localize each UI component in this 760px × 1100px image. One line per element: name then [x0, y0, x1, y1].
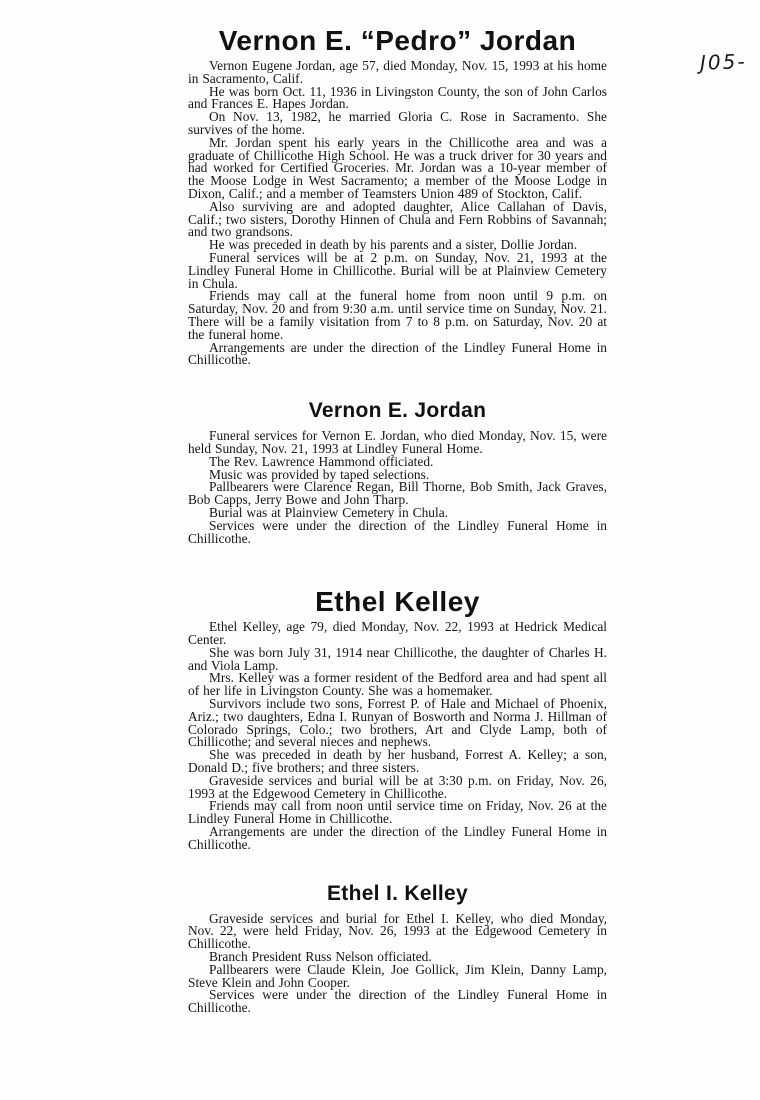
text-column: [188, 26, 607, 1015]
obituary-section-vernon-pedro-jordan: [188, 26, 607, 367]
obituary-body: [188, 430, 607, 545]
obituary-paragraph: Graveside services and burial will be at 3:30 p.m. on Friday, Nov. 26, 1993 at the Edgewood Cemetery in Chillicothe.: [188, 772, 607, 801]
obituary-paragraph: Mrs. Kelley was a former resident of the Bedford area and had spent all of her life in Livingston County. She was a homemaker.: [188, 670, 607, 699]
obituary-paragraph: On Nov. 13, 1982, he married Gloria C. Rose in Sacramento. She survives of the home.: [188, 109, 607, 137]
obituary-paragraph: Pallbearers were Clarence Regan, Bill Thorne, Bob Smith, Jack Graves, Bob Capps, Jerry Bowe and John Tharp.: [188, 479, 607, 508]
obituary-paragraph: Services were under the direction of the Lindley Funeral Home in Chillicothe.: [188, 987, 607, 1016]
obituary-paragraph: Friends may call at the funeral home from noon until 9 p.m. on Saturday, Nov. 20 and from 9:30 a.m. until service time on Sunday, Nov. 21. There will be a family visitation from 7 to 8 p.m. on Saturday, Nov. 20 at the funeral home.: [188, 288, 607, 342]
obituary-paragraph: Ethel Kelley, age 79, died Monday, Nov. 22, 1993 at Hedrick Medical Center.: [188, 619, 607, 648]
obituary-paragraph: Survivors include two sons, Forrest P. of Hale and Michael of Phoenix, Ariz.; two daughters, Edna I. Runyan of Bosworth and Norma J. Hillman of Colorado Springs, Colo.; two brothers, Art and Clyde Lamp, both of Chillicothe; and several nieces and nephews.: [188, 696, 607, 750]
obituary-paragraph: Funeral services for Vernon E. Jordan, who died Monday, Nov. 15, were held Sunday, Nov. 21, 1993 at Lindley Funeral Home.: [188, 428, 607, 456]
obituary-paragraph: Branch President Russ Nelson officiated.: [209, 949, 432, 965]
obituary-paragraph: He was preceded in death by his parents and a sister, Dollie Jordan.: [209, 237, 578, 253]
obituary-paragraph: Vernon Eugene Jordan, age 57, died Monday, Nov. 15, 1993 at his home in Sacramento, Calif.: [188, 58, 607, 86]
obituary-title: Vernon E. “Pedro” Jordan: [218, 25, 577, 56]
obituary-paragraph: She was preceded in death by her husband, Forrest A. Kelley; a son, Donald D.; five brothers; and three sisters.: [188, 747, 607, 776]
obituary-paragraph: Music was provided by taped selections.: [209, 466, 430, 482]
obituary-paragraph: Friends may call from noon until service time on Friday, Nov. 26 at the Lindley Funeral Home in Chillicothe.: [188, 798, 607, 827]
obituary-paragraph: The Rev. Lawrence Hammond officiated.: [209, 453, 434, 469]
obituary-paragraph: Graveside services and burial for Ethel I. Kelley, who died Monday, Nov. 22, were held Friday, Nov. 26, 1993 at the Edgewood Cemetery in Chillicothe.: [188, 910, 607, 952]
obituary-paragraph: Burial was at Plainview Cemetery in Chula.: [209, 504, 449, 520]
obituary-paragraph: Arrangements are under the direction of the Lindley Funeral Home in Chillicothe.: [188, 824, 607, 852]
obituary-paragraph: Funeral services will be at 2 p.m. on Sunday, Nov. 21, 1993 at the Lindley Funeral Home in Chillicothe. Burial will be at Plainview Cemetery in Chula.: [188, 249, 607, 291]
obituary-body: [188, 910, 607, 1016]
obituary-paragraph: Mr. Jordan spent his early years in the Chillicothe area and was a graduate of Chillicothe High School. He was a truck driver for 30 years and had worked for Certified Groceries. Mr. Jordan was a 10-year member of the Moose Lodge in West Sacramento; a member of the Moose Lodge in Dixon, Calif.; and a member of Teamsters Union 489 of Stockton, Calif.: [188, 134, 607, 201]
obituary-paragraph: Also surviving are and adopted daughter, Alice Callahan of Davis, Calif.; two sisters, Dorothy Hinnen of Chula and Fern Robbins of Savannah; and two grandsons.: [188, 198, 607, 240]
obituary-body: [188, 60, 607, 367]
obituary-section-ethel-i-kelley: [188, 882, 607, 1015]
obituary-title: Vernon E. Jordan: [308, 399, 487, 423]
obituary-paragraph: Arrangements are under the direction of the Lindley Funeral Home in Chillicothe.: [188, 339, 607, 368]
handwritten-note: J05-: [699, 49, 747, 75]
obituary-paragraph: Services were under the direction of the Lindley Funeral Home in Chillicothe.: [188, 517, 607, 546]
obituary-title: Ethel Kelley: [315, 586, 480, 618]
obituary-title: Ethel I. Kelley: [326, 881, 469, 905]
obituary-paragraph: Pallbearers were Claude Klein, Joe Gollick, Jim Klein, Danny Lamp, Steve Klein and John Cooper.: [188, 961, 607, 990]
obituary-paragraph: He was born Oct. 11, 1936 in Livingston County, the son of John Carlos and Frances E. Hapes Jordan.: [188, 83, 607, 112]
obituary-section-ethel-kelley: [188, 587, 607, 851]
obituary-paragraph: She was born July 31, 1914 near Chillicothe, the daughter of Charles H. and Viola Lamp.: [188, 644, 607, 673]
obituary-section-vernon-jordan: [188, 399, 607, 545]
obituary-body: [188, 621, 607, 851]
